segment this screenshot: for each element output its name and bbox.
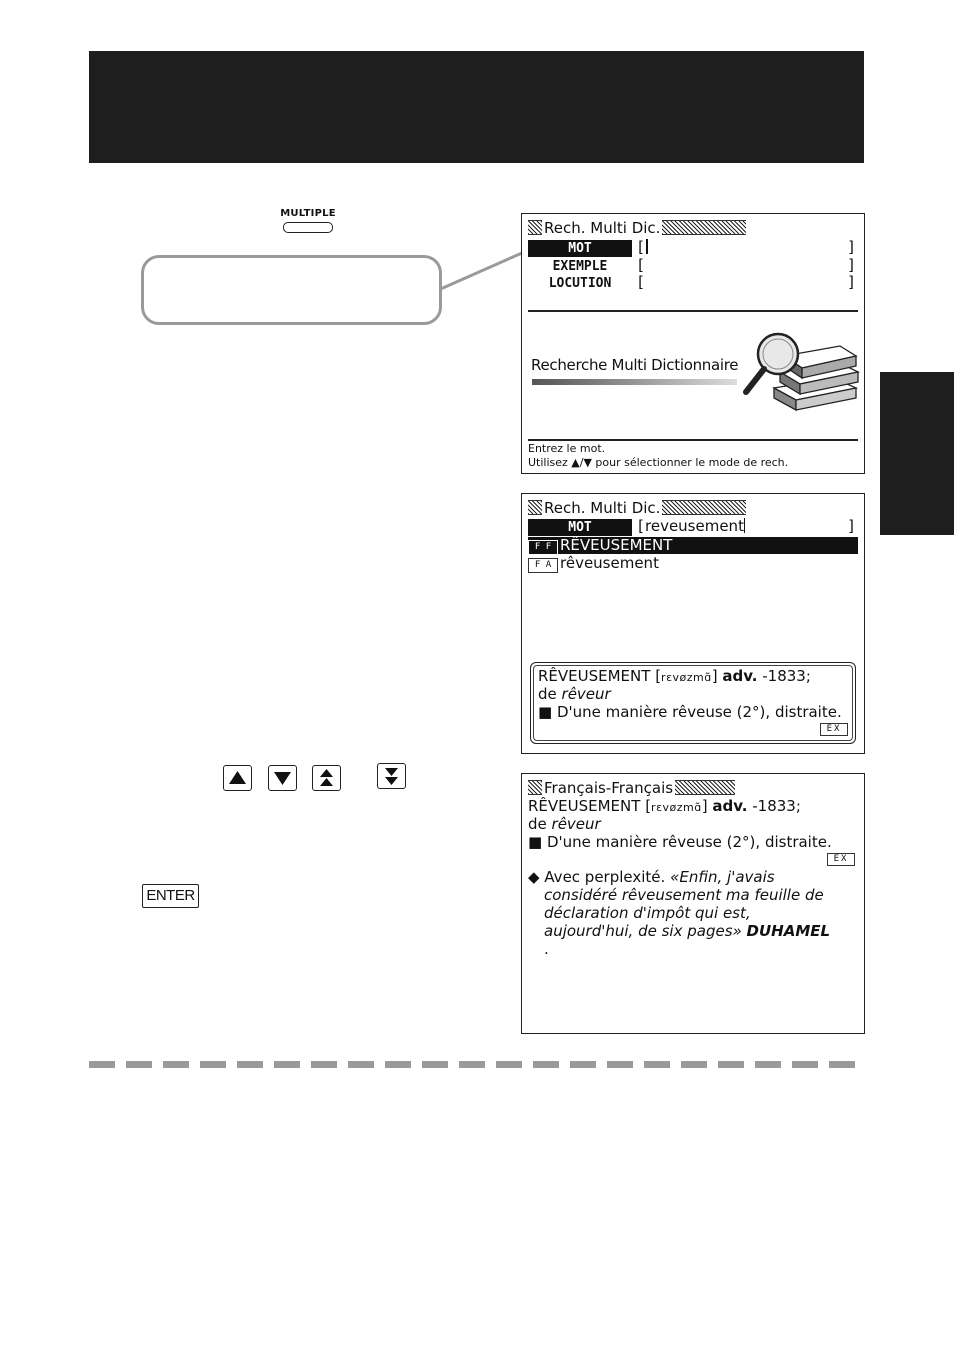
entry-definition: ■ D'une manière rêveuse (2°), distraite. xyxy=(528,833,832,851)
hatch-left xyxy=(528,780,542,795)
hatch-left xyxy=(528,500,542,515)
chapter-side-tab xyxy=(880,372,954,535)
example-line-1 xyxy=(528,868,775,886)
field-row-mot[interactable] xyxy=(528,519,858,536)
hatch-right xyxy=(662,500,746,515)
mot-input[interactable]: [ reveusement ] xyxy=(636,517,856,535)
example-quote-1: «Enfin, j'avais xyxy=(670,868,775,886)
screen3-title-row xyxy=(528,779,735,796)
dashed-separator xyxy=(89,1061,864,1068)
screen-dictionary-entry xyxy=(521,773,865,1034)
dictionary-tag: F F xyxy=(528,540,558,555)
splash-gradient-bar xyxy=(532,379,737,385)
exemple-input[interactable]: [ ] xyxy=(636,256,856,274)
callout-bubble xyxy=(141,255,442,325)
multiple-key-label: MULTIPLE xyxy=(280,208,336,219)
date: -1833; xyxy=(747,797,801,815)
hatch-right xyxy=(662,220,746,235)
pronunciation: rɛvøzmɑ̃ xyxy=(651,801,702,814)
origin-prefix: de xyxy=(538,685,562,703)
entry-origin-line xyxy=(528,815,601,833)
example-author: DUHAMEL xyxy=(746,922,831,940)
result-item-fa[interactable] xyxy=(528,555,858,572)
screen3-title: Français-Français xyxy=(544,778,674,797)
screen1-title-row xyxy=(528,219,746,236)
text-cursor xyxy=(744,518,746,533)
entry-headword-line xyxy=(528,797,801,817)
field-row-mot[interactable] xyxy=(528,240,858,257)
headword: RÊVEUSEMENT xyxy=(538,667,651,685)
pron-close: ] xyxy=(711,667,723,685)
pron-open: [ xyxy=(650,667,662,685)
screen1-title: Rech. Multi Dic. xyxy=(544,218,661,237)
part-of-speech: adv. xyxy=(722,667,758,685)
definition-preview xyxy=(530,662,856,744)
part-of-speech: adv. xyxy=(712,797,748,815)
origin-prefix: de xyxy=(528,815,552,833)
multiple-key-icon xyxy=(280,208,336,236)
page-up-key-icon xyxy=(312,765,341,791)
ex-button[interactable]: EX xyxy=(827,853,855,866)
field-label-locution: LOCUTION xyxy=(548,276,612,291)
mot-input[interactable]: [ ] xyxy=(636,238,856,256)
example-line-4 xyxy=(544,922,830,940)
hatch-right xyxy=(675,780,735,795)
splash-title: Recherche Multi Dictionnaire xyxy=(531,356,739,374)
hatch-left xyxy=(528,220,542,235)
mot-input-value: reveusement xyxy=(645,517,744,535)
up-arrow-key-icon xyxy=(223,765,252,791)
example-line-2: considéré rêveusement ma feuille de xyxy=(544,886,824,904)
origin-word: rêveur xyxy=(561,685,611,703)
page-down-key-icon xyxy=(377,763,406,789)
headword: RÊVEUSEMENT xyxy=(528,797,641,815)
dictionary-tag: F A xyxy=(528,558,558,573)
hint-line-1: Entrez le mot. xyxy=(528,442,606,455)
divider xyxy=(528,310,858,312)
screen2-title-row xyxy=(528,499,746,516)
preview-headword-line xyxy=(538,667,811,687)
field-row-locution[interactable] xyxy=(528,275,858,292)
screen2-title: Rech. Multi Dic. xyxy=(544,498,661,517)
preview-definition: ■ D'une manière rêveuse (2°), distraite. xyxy=(538,703,842,721)
result-item-ff[interactable] xyxy=(528,537,858,554)
field-label-exemple: EXEMPLE xyxy=(552,259,608,274)
chapter-header-bar xyxy=(89,51,864,163)
locution-input[interactable]: [ ] xyxy=(636,273,856,291)
ex-button[interactable]: EX xyxy=(820,723,848,736)
down-arrow-key-icon xyxy=(268,765,297,791)
field-row-exemple[interactable] xyxy=(528,258,858,275)
divider-bottom xyxy=(528,439,858,441)
text-cursor xyxy=(646,239,648,254)
pronunciation: rɛvøzmɑ̃ xyxy=(661,671,712,684)
pron-close: ] xyxy=(701,797,713,815)
hint-line-2: Utilisez ▲/▼ pour sélectionner le mode de rech. xyxy=(528,456,789,469)
result-text: RÊVEUSEMENT xyxy=(560,536,673,554)
example-quote-4: aujourd'hui, de six pages» xyxy=(544,922,747,940)
field-label-mot: MOT xyxy=(528,240,632,257)
origin-word: rêveur xyxy=(551,815,601,833)
result-text: rêveusement xyxy=(560,554,659,572)
screen-multi-search-results xyxy=(521,493,865,754)
enter-key-icon: ENTER xyxy=(142,884,199,908)
field-label-mot: MOT xyxy=(528,519,632,536)
example-end: . xyxy=(544,940,549,958)
pron-open: [ xyxy=(640,797,652,815)
multiple-key-cap xyxy=(283,222,333,233)
books-magnifier-icon xyxy=(734,326,862,418)
preview-origin-line xyxy=(538,685,611,703)
example-intro: ◆ Avec perplexité. xyxy=(528,868,671,886)
date: -1833; xyxy=(757,667,811,685)
example-line-3: déclaration d'impôt qui est, xyxy=(544,904,751,922)
screen-multi-search-entry xyxy=(521,213,865,474)
